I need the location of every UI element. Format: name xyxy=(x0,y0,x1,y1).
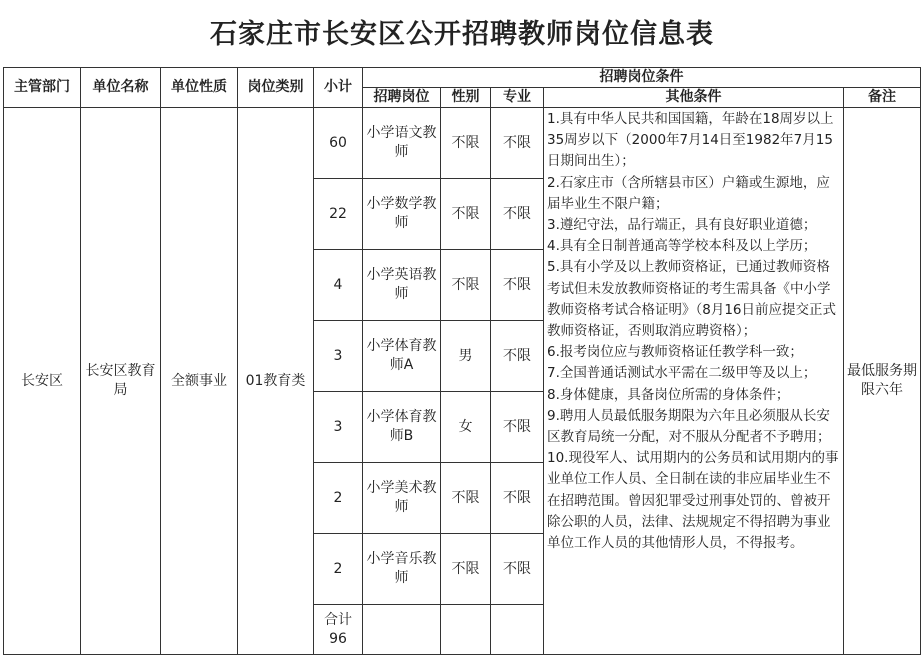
condition-item: 6.报考岗位应与教师资格证任教学科一致； xyxy=(547,344,803,361)
cell-gender: 不限 xyxy=(441,463,491,534)
cell-empty-post xyxy=(363,605,441,655)
cell-gender: 不限 xyxy=(441,250,491,321)
cell-total: 合计96 xyxy=(314,605,363,655)
cell-count: 2 xyxy=(314,463,363,534)
condition-item: 9.聘用人员最低服务期限为六年且必须服从长安区教育局统一分配，对不服从分配者不予聘用； xyxy=(547,407,831,446)
cell-gender: 女 xyxy=(441,392,491,463)
table-row xyxy=(4,108,921,179)
header-subtotal: 小计 xyxy=(314,68,363,108)
cell-count: 4 xyxy=(314,250,363,321)
header-post: 招聘岗位 xyxy=(363,88,441,108)
header-unit: 单位名称 xyxy=(81,68,161,108)
cell-major: 不限 xyxy=(491,179,544,250)
cell-dept: 长安区 xyxy=(4,108,81,655)
document-title: 石家庄市长安区公开招聘教师岗位信息表 xyxy=(210,19,714,50)
cell-count: 3 xyxy=(314,321,363,392)
cell-major: 不限 xyxy=(491,463,544,534)
header-gender: 性别 xyxy=(441,88,491,108)
cell-post: 小学美术教师 xyxy=(363,463,441,534)
cell-count: 2 xyxy=(314,534,363,605)
condition-item: 2.石家庄市（含所辖县市区）户籍或生源地，应届毕业生不限户籍； xyxy=(547,174,830,212)
condition-item: 3.遵纪守法，品行端正，具有良好职业道德； xyxy=(547,217,817,234)
cell-unit: 长安区教育局 xyxy=(81,108,161,655)
header-category: 岗位类别 xyxy=(238,68,314,108)
header-conditions: 招聘岗位条件 xyxy=(363,68,921,88)
cell-count: 3 xyxy=(314,392,363,463)
cell-gender: 不限 xyxy=(441,108,491,179)
cell-post: 小学英语教师 xyxy=(363,250,441,321)
cell-gender: 不限 xyxy=(441,179,491,250)
header-dept: 主管部门 xyxy=(4,68,81,108)
condition-item: 7.全国普通话测试水平需在二级甲等及以上； xyxy=(547,365,817,382)
condition-item: 10.现役军人、试用期内的公务员和试用期内的事业单位工作人员、全日制在读的非应届毕业生不在招聘范围。曾因犯罪受过刑事处罚的、曾被开除公职的人员，法律、法规规定不得招聘为事业单位工作人员的其他情形人员，不得报考。 xyxy=(547,450,839,552)
condition-item: 5.具有小学及以上教师资格证，已通过教师资格考试但未发放教师资格证的考生需具备《中小学教师资格考试合格证明》（8月16日前应提交正式教师资格证，否则取消应聘资格）； xyxy=(547,259,837,340)
cell-gender: 不限 xyxy=(441,534,491,605)
condition-item: 4.具有全日制普通高等学校本科及以上学历； xyxy=(547,238,817,255)
cell-post: 小学体育教师A xyxy=(363,321,441,392)
cell-nature: 全额事业 xyxy=(161,108,238,655)
header-major: 专业 xyxy=(491,88,544,108)
cell-major: 不限 xyxy=(491,534,544,605)
cell-post: 小学数学教师 xyxy=(363,179,441,250)
cell-major: 不限 xyxy=(491,321,544,392)
cell-post: 小学音乐教师 xyxy=(363,534,441,605)
condition-item: 1.具有中华人民共和国国籍，年龄在18周岁以上35周岁以下（2000年7月14日至1982年7月15日期间出生）； xyxy=(547,111,834,170)
cell-remark: 最低服务期限六年 xyxy=(844,108,921,655)
header-remark: 备注 xyxy=(844,88,921,108)
header-nature: 单位性质 xyxy=(161,68,238,108)
cell-category: 01教育类 xyxy=(238,108,314,655)
cell-major: 不限 xyxy=(491,108,544,179)
cell-empty-major xyxy=(491,605,544,655)
cell-gender: 男 xyxy=(441,321,491,392)
header-other: 其他条件 xyxy=(544,88,844,108)
condition-item: 8.身体健康，具备岗位所需的身体条件； xyxy=(547,386,790,403)
cell-major: 不限 xyxy=(491,250,544,321)
cell-post: 小学语文教师 xyxy=(363,108,441,179)
cell-major: 不限 xyxy=(491,392,544,463)
cell-post: 小学体育教师B xyxy=(363,392,441,463)
cell-empty-gender xyxy=(441,605,491,655)
cell-count: 60 xyxy=(314,108,363,179)
cell-other-conditions xyxy=(544,108,844,655)
recruitment-table xyxy=(3,67,921,655)
cell-count: 22 xyxy=(314,179,363,250)
